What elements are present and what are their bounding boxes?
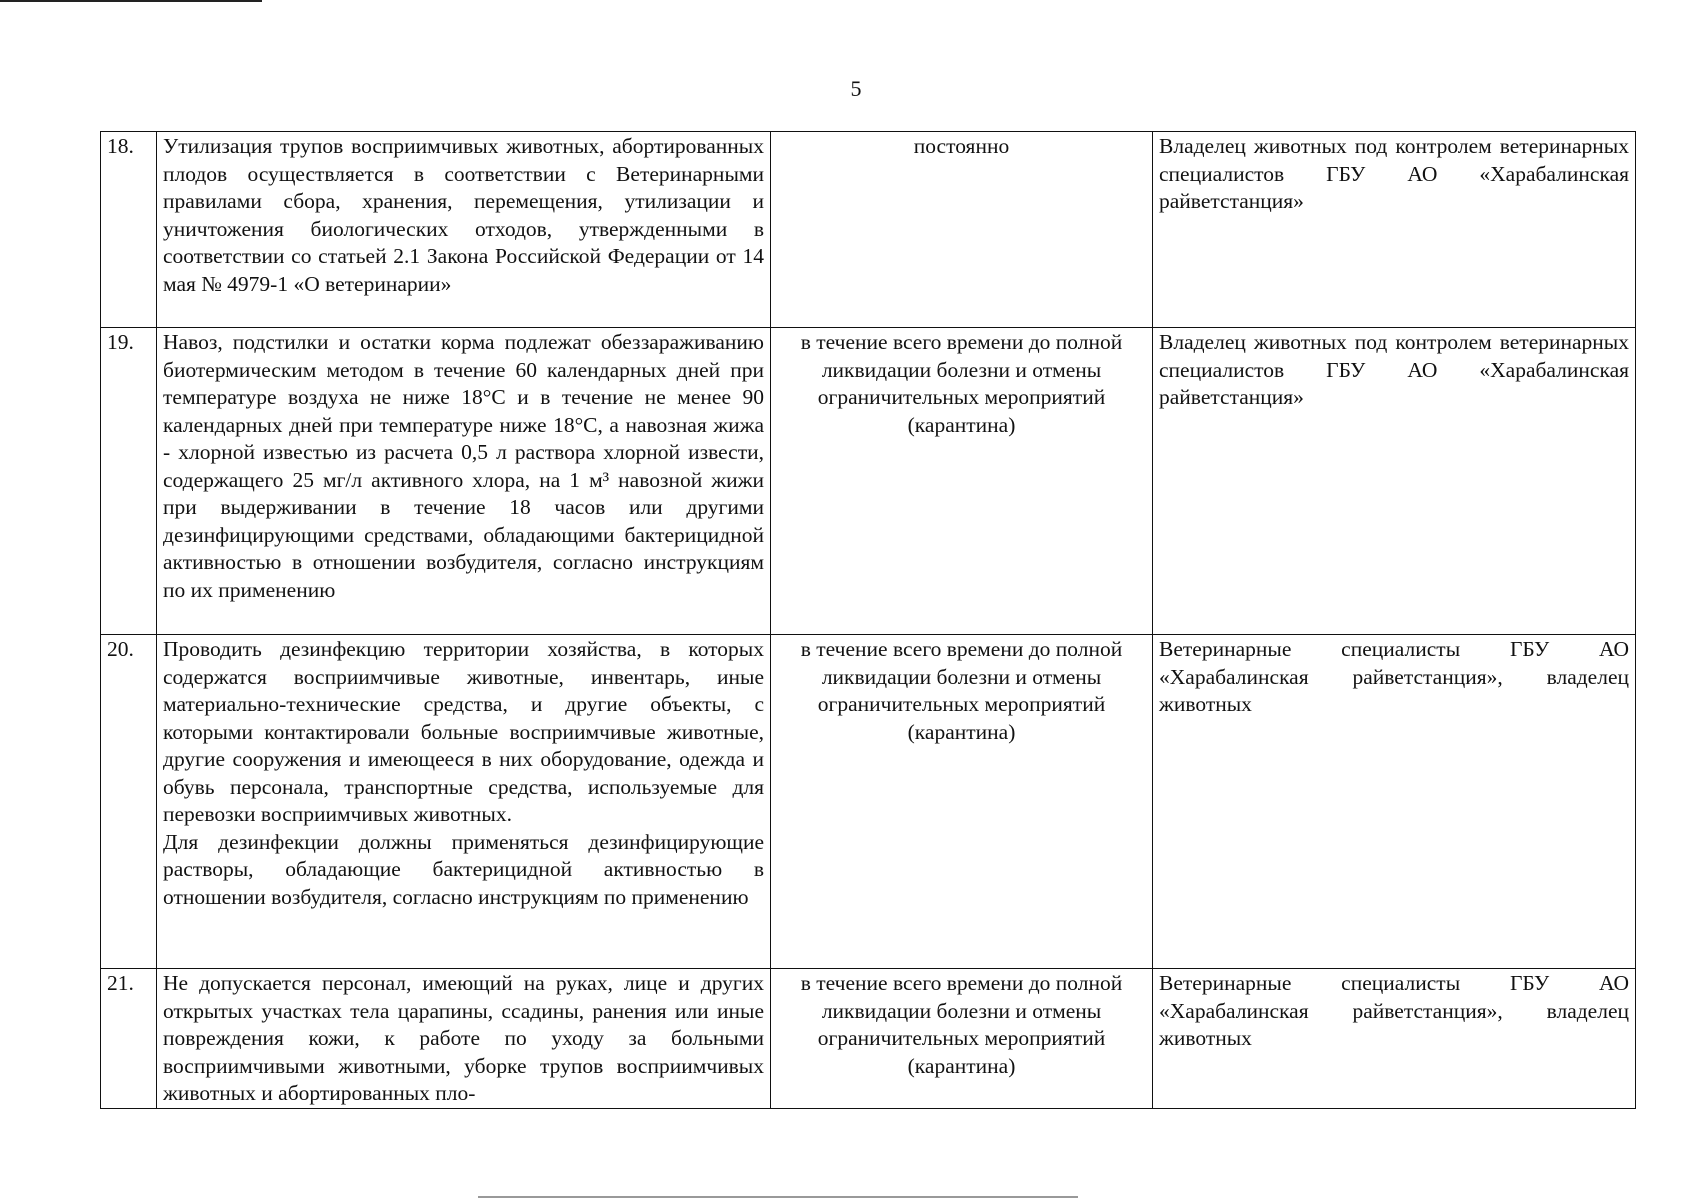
measure-paragraph: Проводить дезинфекцию территории хозяйства, в которых содержатся восприимчивые животные, инвентарь, иные материально-технические средства, и другие объекты, с которыми контактировали больные восприимчивые животные, другие сооружения и имеющееся в них оборудование, одежда и обувь персонала, транспортные средства, используемые для перевозки восприимчивых животных. [163,637,764,826]
measure-description [157,635,771,969]
row-number: 19. [101,328,157,635]
measure-description [157,328,771,635]
measures-table [100,131,1636,1109]
measure-responsible: Ветеринарные специалисты ГБУ АО «Харабалинская райветстанция», владелец животных [1153,969,1636,1109]
measure-responsible: Владелец животных под контролем ветеринарных специалистов ГБУ АО «Харабалинская райветстанция» [1153,132,1636,328]
measure-description [157,132,771,328]
measure-term: в течение всего времени до полной ликвидации болезни и отмены ограничительных мероприятий (карантина) [771,635,1153,969]
scan-edge-mark [0,0,262,2]
measure-responsible: Ветеринарные специалисты ГБУ АО «Харабалинская райветстанция», владелец животных [1153,635,1636,969]
measure-term: в течение всего времени до полной ликвидации болезни и отмены ограничительных мероприятий (карантина) [771,969,1153,1109]
measure-term: в течение всего времени до полной ликвидации болезни и отмены ограничительных мероприятий (карантина) [771,328,1153,635]
row-number: 20. [101,635,157,969]
row-number: 21. [101,969,157,1109]
table-row [101,132,1636,328]
table-row [101,328,1636,635]
measure-paragraph: Навоз, подстилки и остатки корма подлежат обеззараживанию биотермическим методом в течение 60 календарных дней при температуре воздуха не ниже 18°С и в течение не менее 90 календарных дней при температуре ниже 18°С, а навозная жижа - хлорной известью из расчета 0,5 л раствора хлорной извести, содержащего 25 мг/л активного хлора, на 1 м³ навозной жижи при выдерживании в течение 18 часов или другими дезинфицирующими средствами, обладающими бактерицидной активностью в отношении возбудителя, согласно инструкциям по их применению [163,330,764,602]
page-number: 5 [850,76,862,101]
measure-paragraph: Для дезинфекции должны применяться дезинфицирующие растворы, обладающие бактерицидной активностью в отношении возбудителя, согласно инструкциям по применению [163,829,764,909]
table-row [101,635,1636,969]
table-row [101,969,1636,1109]
measure-responsible: Владелец животных под контролем ветеринарных специалистов ГБУ АО «Харабалинская райветстанция» [1153,328,1636,635]
scan-edge-mark [478,1196,1078,1198]
row-number: 18. [101,132,157,328]
measure-term: постоянно [771,132,1153,328]
measure-paragraph: Утилизация трупов восприимчивых животных, абортированных плодов осуществляется в соответствии с Ветеринарными правилами сбора, хранения, перемещения, утилизации и уничтожения биологических отходов, утвержденными в соответствии со статьей 2.1 Закона Российской Федерации от 14 мая № 4979-1 «О ветеринарии» [163,134,764,296]
measure-description [157,969,771,1109]
measure-paragraph: Не допускается персонал, имеющий на руках, лице и других открытых участках тела царапины, ссадины, ранения или иные повреждения кожи, к работе по уходу за больными восприимчивыми животными, уборке трупов восприимчивых животных и абортированных пло- [163,971,764,1105]
